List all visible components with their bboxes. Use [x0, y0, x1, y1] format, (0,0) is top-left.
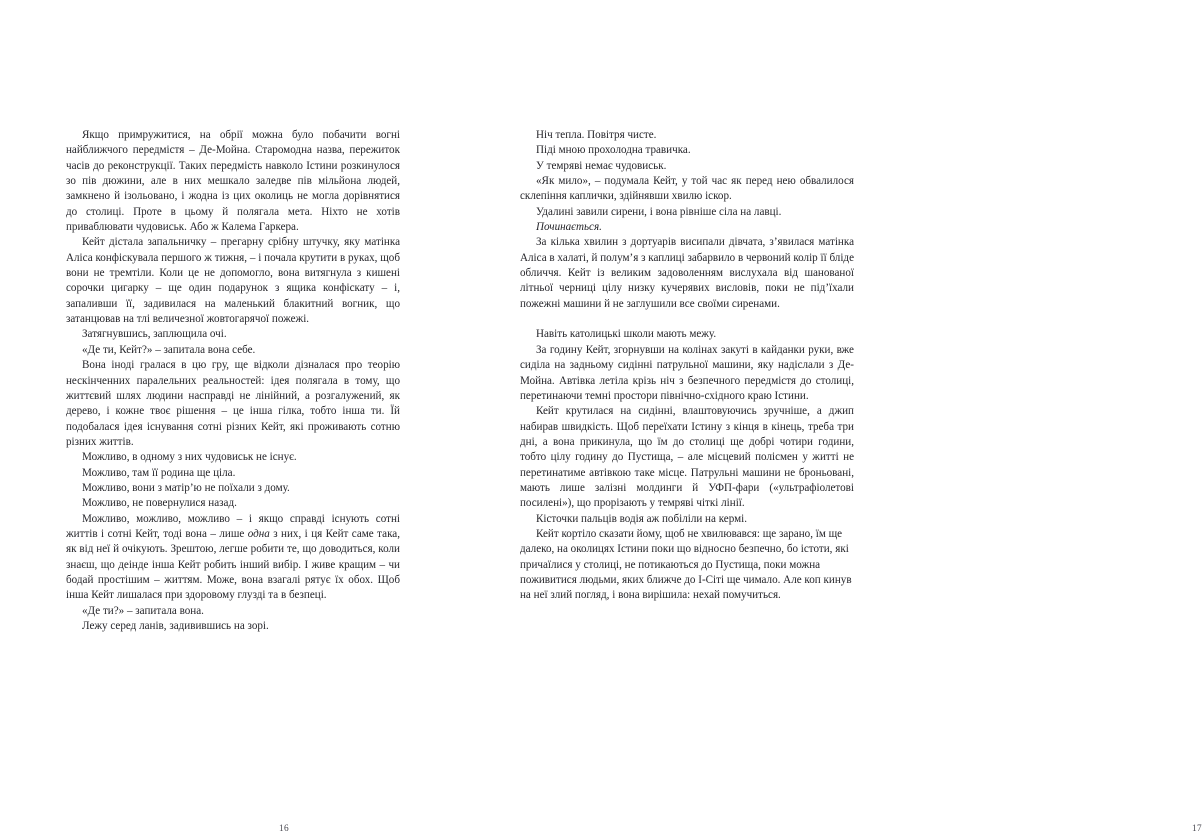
page-right-text-column — [520, 128, 854, 604]
paragraph-with-italic: Можливо, можливо, можливо – і якщо справді існують сотні життів і сотні Кейт, тоді вона – лише одна з них, і ця Кейт саме така, як від неї й очікують. Зрештою, легше робити те, що доводиться, коли знаєш, що деінде інша Кейт робить інший вибір. І живе кращим – чи бодай простішим – життям. Може, вона взагалі рятує їх обох. Щоб інша Кейт лишалася при здоровому глузді та в безпеці. — [66, 512, 400, 602]
paragraph: Вона іноді гралася в цю гру, ще відколи дізналася про теорію нескінченних паралельних реальностей: ідея полягала в тому, що життєвий шлях людини насправді не лінійний, а розгалужений, як дерево, і кожне твоє рішення – це інша гілка, тобто інша ти. Їй подобалася ідея існування сотні різних Кейт, які проживають сотню різних життів. — [66, 359, 400, 448]
paragraph: У темряві немає чудовиськ. — [536, 159, 667, 172]
paragraph: За годину Кейт, згорнувши на колінах закуті в кайданки руки, вже сиділа на задньому сидінні патрульної машини, яку надіслали з Де-Мойна. Автівка летіла крізь ніч з безпечного передмістя до столиці, перетинаючи темні простори північно-східного краю Істини. — [520, 343, 854, 402]
paragraph: «Як мило», – подумала Кейт, у той час як перед нею обвалилося склепіння каплички, здійнявши хвилю іскор. — [520, 175, 854, 203]
paragraph: Можливо, вони з матір’ю не поїхали з дому. — [82, 481, 290, 494]
paragraph: Кейт крутилася на сидінні, влаштовуючись зручніше, а джип набирав швидкість. Щоб переїхати Істину з кінця в кінець, треба три дні, а вона прикинула, що їм до столиці ще добрі чотири години, тобто цілу годину до Пустища, – але місцевий полісмен у житті не перетинатиме автівкою таке місце. Патрульні машини не броньовані, мають лише залізні молдинги й УФП-фари («ультрафіолетові посилені»), що прорізають у темряві чіткі лінії. — [520, 405, 854, 510]
paragraph: Можливо, в одному з них чудовиськ не існує. — [82, 451, 297, 464]
italic-word: одна — [247, 527, 270, 540]
paragraph: «Де ти?» – запитала вона. — [82, 604, 204, 617]
paragraph: Удалині завили сирени, і вона рівніше сіла на лавці. — [536, 205, 782, 218]
paragraph: Можливо, там її родина ще ціла. — [82, 466, 236, 479]
page-left — [66, 128, 400, 834]
paragraph: Навіть католицькі школи мають межу. — [536, 328, 717, 341]
paragraph: Якщо примружитися, на обрії можна було побачити вогні найближчого передмістя – Де-Мойна. Старомодна назва, пережиток часів до реконструкції. Таких передмість навколо Істини розкинулося зо пів дюжини, але в них мешкало заледве пів мільйона людей, замкнено й ізольовано, і жодна із цих околиць не могла дорівнятися до столиці. Проте в цьому й полягала мета. Ніхто не хотів приваблювати чудовиськ. Або ж Калема Гаркера. — [66, 129, 400, 234]
paragraph: Кейт дістала запальничку – прегарну срібну штучку, яку матінка Аліса конфіскувала першого ж тижня, – і почала крутити в руках, щоб вони не тремтіли. Коли це не допомогло, вона витягнула з кишені сорочки цигарку – ще один подарунок з ящика конфіскату – і, запаливши її, задивилася на маленький блакитний вогник, що затанцював на тлі величезної жовтогарячої пожежі. — [66, 236, 400, 326]
paragraph: Піді мною прохолодна травичка. — [536, 144, 691, 157]
paragraph: За кілька хвилин з дортуарів висипали дівчата, з’явилася матінка Аліса в халаті, й полум’я з каплиці забарвило в червоний колір її бліде обличчя. Кейт із великим задоволенням вислухала від шанованої літньої черниці цілу низку кучерявих висловів, поки не під’їхали пожежні машини й не заглушили все своїми сиренами. — [520, 236, 854, 310]
paragraph-italic: Починається. — [536, 221, 602, 234]
paragraph: Затягнувшись, заплющила очі. — [82, 328, 227, 341]
page-number-right: 17 — [1192, 824, 1202, 834]
page-number-left: 16 — [279, 824, 290, 834]
paragraph: Можливо, не повернулися назад. — [82, 497, 237, 510]
paragraph: Кейт кортіло сказати йому, щоб не хвилювався: ще зарано, їм ще далеко, на околицях Істини поки що відносно безпечно, бо істоти, які причаїлися у столиці, не потикаються до Пустища, поки можна поживитися людьми, яких ближче до І-Сіті ще чимало. Але коп кинув на неї злий погляд, і вона вирішила: нехай помучиться. — [520, 527, 852, 602]
paragraph: Кісточки пальців водія аж побіліли на кермі. — [536, 512, 747, 525]
page-right — [520, 128, 1202, 834]
page-left-text-column — [66, 128, 400, 634]
paragraph: «Де ти, Кейт?» – запитала вона себе. — [82, 343, 256, 356]
paragraph: Ніч тепла. Повітря чисте. — [536, 129, 657, 141]
paragraph: Лежу серед ланів, задивившись на зорі. — [82, 620, 269, 632]
